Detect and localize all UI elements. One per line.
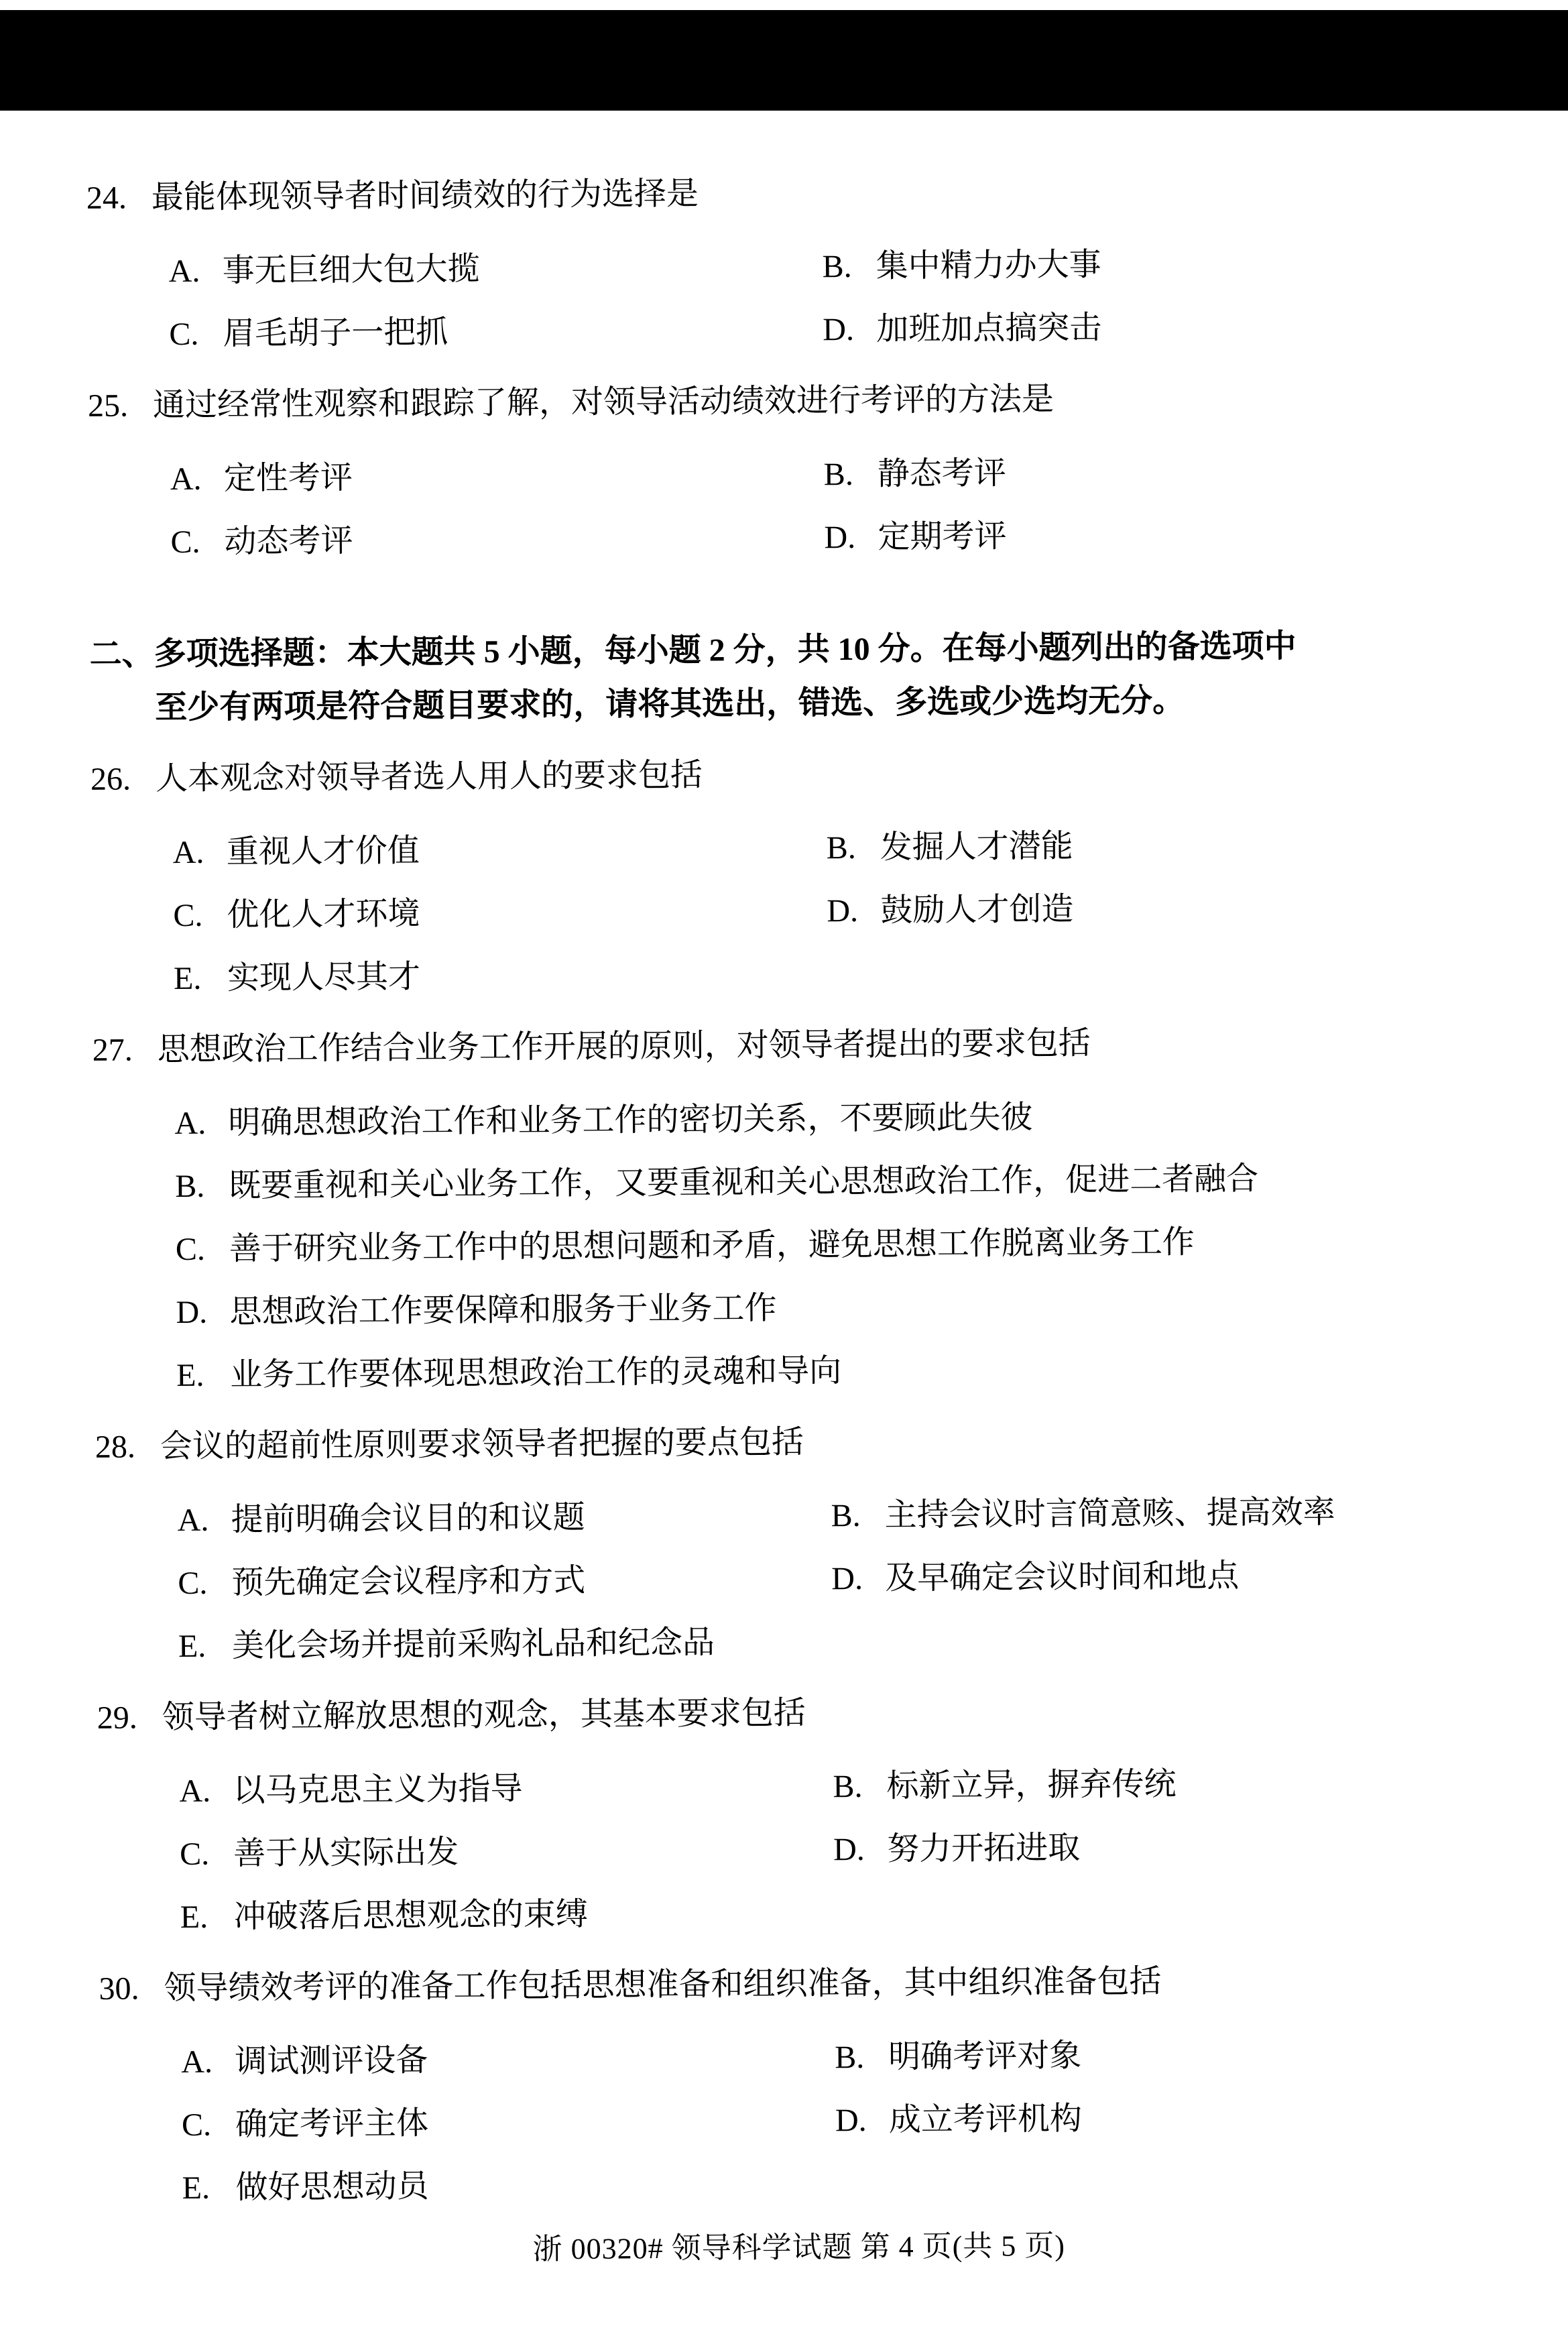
option-b (826, 826, 1073, 870)
option-b (835, 2036, 1081, 2079)
option-label: A. (170, 461, 202, 497)
page-footer: 浙 00320# 领导科学试题 第 4 页(共 5 页) (532, 2229, 1066, 2266)
option-text: 思想政治工作要保障和服务于业务工作 (229, 1290, 777, 1330)
option-d (827, 889, 1073, 933)
question-28 (9, 1416, 1568, 1668)
option-text: 努力开拓进取 (886, 1830, 1081, 1867)
options-row (168, 241, 1568, 293)
option-d (176, 1288, 776, 1334)
option-text: 定性考评 (223, 460, 353, 497)
option-text: 善于从实际出发 (233, 1834, 459, 1872)
option-label: C. (173, 897, 203, 934)
option-b (824, 453, 1006, 495)
option-d (823, 307, 1101, 351)
option-label: E. (180, 1899, 208, 1936)
option-label: A. (177, 1502, 209, 1539)
option-c (176, 1222, 1195, 1271)
option-label: C. (178, 1565, 208, 1602)
option-c (180, 1829, 833, 1875)
option-a (170, 454, 824, 500)
question-line (88, 375, 1568, 426)
option-d (835, 2099, 1082, 2142)
question-line (99, 1958, 1568, 2009)
options-row (181, 2032, 1568, 2083)
option-text: 标新立异，摒弃传统 (886, 1766, 1177, 1804)
question-number: 29. (97, 1700, 137, 1736)
option-text: 善于研究业务工作中的思想问题和矛盾，避免思想工作脱离业务工作 (229, 1224, 1195, 1267)
option-text: 提前明确会议目的和议题 (231, 1499, 585, 1538)
option-c (170, 517, 824, 563)
question-text: 思想政治工作结合业务工作开展的原则，对领导者提出的要求包括 (157, 1025, 1091, 1068)
option-e (174, 956, 420, 1000)
option-text: 眉毛胡子一把抓 (223, 314, 448, 352)
option-label: E. (182, 2170, 210, 2207)
scanner-black-band (0, 10, 1568, 111)
option-label: D. (835, 2102, 867, 2139)
option-d (831, 1555, 1239, 1600)
options-row (176, 1282, 1568, 1334)
option-label: D. (833, 1831, 865, 1868)
option-text: 静态考评 (877, 455, 1007, 492)
option-label: B. (831, 1497, 861, 1534)
option-label: D. (823, 311, 855, 348)
option-b (831, 1492, 1335, 1537)
option-label: A. (172, 834, 204, 871)
question-number: 25. (87, 388, 129, 424)
question-number: 26. (90, 761, 131, 797)
option-text: 动态考评 (224, 523, 353, 560)
option-text: 及早确定会议时间和地点 (885, 1557, 1240, 1596)
question-line (91, 748, 1568, 800)
options-row (179, 1761, 1568, 1812)
option-c (169, 309, 823, 355)
option-text: 实现人尽其才 (227, 959, 421, 996)
option-text: 事无巨细大包大揽 (222, 251, 480, 289)
option-label: D. (824, 519, 856, 556)
option-text: 做好思想动员 (235, 2168, 429, 2206)
question-29 (11, 1687, 1568, 1939)
option-text: 预先确定会议程序和方式 (231, 1562, 586, 1601)
option-label: A. (168, 253, 200, 290)
option-label: C. (179, 1836, 210, 1873)
option-c (173, 890, 827, 937)
question-number: 28. (95, 1429, 136, 1465)
question-26 (5, 748, 1568, 1000)
option-d (833, 1828, 1080, 1871)
question-text: 会议的超前性原则要求领导者把握的要点包括 (160, 1424, 804, 1465)
option-text: 明确思想政治工作和业务工作的密切关系，不要顾此失彼 (228, 1100, 1033, 1141)
option-text: 加班加点搞突击 (876, 310, 1102, 347)
option-text: 业务工作要体现思想政治工作的灵魂和导向 (229, 1353, 842, 1393)
question-number: 24. (86, 180, 127, 216)
options-row (176, 1219, 1568, 1271)
option-a (177, 1495, 831, 1541)
question-text: 通过经常性观察和跟踪了解，对领导活动绩效进行考评的方法是 (152, 381, 1054, 424)
option-text: 重视人才价值 (226, 833, 420, 870)
option-b (833, 1764, 1176, 1808)
question-text: 最能体现领导者时间绩效的行为选择是 (151, 176, 699, 216)
options-row (173, 822, 1568, 874)
section-2-heading (3, 624, 1568, 729)
option-text: 集中精力办大事 (876, 247, 1101, 284)
option-label: D. (831, 1560, 863, 1597)
options-row (170, 449, 1568, 500)
option-text: 主持会议时言简意赅、提高效率 (884, 1494, 1335, 1533)
options-row (174, 948, 1568, 1000)
options-row (176, 1345, 1568, 1397)
option-text: 成立考评机构 (888, 2101, 1083, 2138)
option-d (824, 516, 1006, 558)
option-label: C. (170, 524, 200, 561)
option-a (181, 2037, 835, 2083)
option-label: E. (176, 1357, 204, 1394)
option-label: C. (169, 316, 199, 353)
question-24 (1, 168, 1568, 357)
option-text: 明确考评对象 (888, 2038, 1082, 2075)
option-label: B. (835, 2039, 865, 2076)
options-row (180, 1887, 1568, 1938)
option-a (173, 827, 827, 874)
option-a (179, 1766, 833, 1812)
question-25 (2, 375, 1568, 564)
option-label: A. (174, 1105, 206, 1142)
question-line (93, 1019, 1568, 1071)
exam-page-content (0, 101, 1568, 2274)
option-label: D. (176, 1294, 208, 1331)
option-text: 以马克思主义为指导 (233, 1771, 523, 1809)
option-text: 既要重视和关心业务工作，又要重视和关心思想政治工作，促进二者融合 (229, 1161, 1259, 1204)
question-30 (13, 1958, 1568, 2210)
option-a (168, 246, 822, 292)
option-text: 调试测评设备 (235, 2042, 428, 2080)
option-label: B. (175, 1168, 205, 1205)
option-e (176, 1350, 841, 1397)
options-row (180, 1824, 1568, 1875)
options-row (182, 2158, 1568, 2209)
options-row (173, 885, 1568, 937)
option-label: A. (181, 2044, 213, 2080)
options-row (170, 512, 1568, 563)
option-text: 确定考评主体 (235, 2105, 429, 2143)
option-label: C. (175, 1231, 206, 1268)
option-label: B. (823, 456, 854, 493)
option-a (174, 1097, 1032, 1144)
question-line (95, 1416, 1568, 1468)
option-c (178, 1558, 831, 1604)
section-heading-line-2: 至少有两项是符合题目要求的，请将其选出，错选、多选或少选均无分。 (155, 683, 1185, 726)
option-e (182, 2166, 428, 2209)
option-e (178, 1622, 715, 1667)
question-number: 30. (99, 1971, 139, 2007)
option-text: 优化人才环境 (227, 896, 420, 933)
option-label: C. (181, 2107, 212, 2143)
section-heading-line-1: 二、多项选择题：本大题共 5 小题，每小题 2 分，共 10 分。在每小题列出的备选项中 (89, 628, 1296, 672)
option-label: B. (826, 829, 856, 866)
option-label: B. (822, 248, 852, 285)
question-line (86, 168, 1568, 219)
options-row (177, 1490, 1568, 1541)
option-text: 发掘人才潜能 (880, 828, 1073, 866)
option-label: A. (179, 1773, 211, 1810)
option-c (182, 2100, 835, 2146)
option-text: 鼓励人才创造 (880, 891, 1074, 929)
option-label: D. (827, 892, 859, 929)
question-text: 领导绩效考评的准备工作包括思想准备和组织准备，其中组织准备包括 (164, 1963, 1162, 2007)
options-row (169, 304, 1568, 356)
option-text: 定期考评 (878, 518, 1007, 555)
option-text: 冲破落后思想观念的束缚 (233, 1896, 589, 1935)
options-row (182, 2095, 1568, 2146)
question-number: 27. (92, 1032, 133, 1068)
option-label: E. (173, 960, 202, 997)
question-27 (7, 1019, 1568, 1397)
options-row (174, 1093, 1568, 1144)
option-label: B. (833, 1768, 863, 1805)
option-e (180, 1894, 588, 1938)
options-row (175, 1156, 1568, 1208)
options-row (178, 1616, 1568, 1667)
question-text: 领导者树立解放思想的观念，其基本要求包括 (162, 1695, 806, 1736)
options-row (178, 1553, 1568, 1604)
option-b (175, 1159, 1258, 1208)
question-line (97, 1687, 1568, 1739)
option-label: E. (178, 1628, 206, 1665)
question-text: 人本观念对领导者选人用人的要求包括 (155, 757, 703, 797)
option-text: 美化会场并提前采购礼品和纪念品 (231, 1625, 715, 1664)
option-b (822, 244, 1101, 288)
